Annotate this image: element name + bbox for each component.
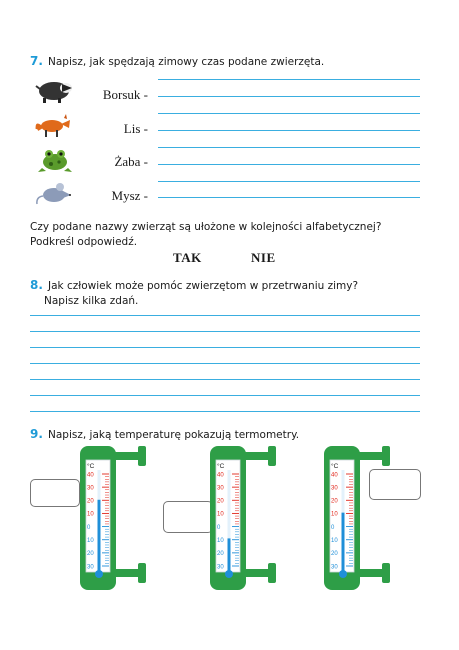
mercury-column (98, 500, 101, 572)
scale-label: 30 (331, 485, 338, 492)
scale-label: 10 (87, 511, 94, 518)
scale-label: 20 (331, 498, 338, 505)
animal-label: Borsuk - (102, 87, 148, 102)
scale-label: 10 (217, 538, 224, 545)
scale-label: 30 (217, 485, 224, 492)
animal-label: Żaba - (114, 154, 148, 169)
scale-label: 30 (331, 564, 338, 571)
task-instruction: Jak człowiek może pomóc zwierzętom w przetrwaniu zimy? (48, 280, 359, 292)
thermometer-bracket (138, 446, 146, 466)
thermometer-bracket (138, 563, 146, 583)
writing-line[interactable] (158, 79, 420, 80)
writing-line[interactable] (158, 147, 420, 148)
scale-label: 30 (87, 564, 94, 571)
writing-line[interactable] (30, 411, 420, 412)
scale-label: 30 (87, 485, 94, 492)
unit-label: °C (217, 463, 225, 470)
thermometer-bulb (95, 570, 103, 578)
animal-label: Mysz - (111, 188, 148, 203)
thermometer-1 (74, 442, 154, 592)
writing-line[interactable] (30, 347, 420, 348)
thermometer-bulb (339, 570, 347, 578)
scale-label: 0 (217, 524, 221, 531)
scale-label: 40 (331, 472, 338, 479)
unit-label: °C (331, 463, 339, 470)
writing-line[interactable] (30, 395, 420, 396)
thermometer-bracket (382, 446, 390, 466)
task-number: 9. (30, 427, 43, 441)
question-text: Czy podane nazwy zwierząt są ułożone w kolejności alfabetycznej? (30, 221, 382, 233)
task-number: 8. (30, 278, 43, 292)
writing-line[interactable] (30, 379, 420, 380)
writing-line[interactable] (158, 96, 420, 97)
scale-label: 10 (87, 538, 94, 545)
scale-label: 10 (217, 511, 224, 518)
scale-label: 20 (87, 498, 94, 505)
thermometer-bracket (268, 563, 276, 583)
answer-yes[interactable]: TAK (173, 250, 202, 265)
scale-label: 30 (217, 564, 224, 571)
task-7-header (30, 50, 324, 69)
answer-no[interactable]: NIE (251, 250, 276, 265)
answer-box-thermometer-1[interactable] (30, 479, 80, 507)
writing-line[interactable] (30, 315, 420, 316)
scale-label: 40 (217, 472, 224, 479)
thermometer-3 (318, 442, 398, 592)
task-instruction-2: Napisz kilka zdań. (44, 295, 139, 307)
scale-label: 20 (331, 551, 338, 558)
writing-line[interactable] (30, 331, 420, 332)
scale-label: 40 (87, 472, 94, 479)
scale-label: 0 (331, 524, 335, 531)
mercury-column (228, 538, 231, 572)
unit-label: °C (87, 463, 95, 470)
writing-line[interactable] (158, 130, 420, 131)
scale-label: 20 (217, 551, 224, 558)
thermometer-2 (204, 442, 284, 592)
scale-label: 20 (217, 498, 224, 505)
thermometer-bulb (225, 570, 233, 578)
scale-label: 10 (331, 511, 338, 518)
task-instruction: Napisz, jak spędzają zimowy czas podane zwierzęta. (48, 56, 325, 68)
scale-label: 0 (87, 524, 91, 531)
scale-label: 20 (87, 551, 94, 558)
writing-line[interactable] (158, 113, 420, 114)
task-8-header (30, 276, 358, 309)
question-hint: Podkreśl odpowiedź. (30, 236, 138, 248)
writing-line[interactable] (158, 181, 420, 182)
animal-label: Lis - (123, 121, 148, 136)
task-instruction: Napisz, jaką temperaturę pokazują termometry. (48, 429, 300, 441)
thermometer-bracket (268, 446, 276, 466)
writing-line[interactable] (158, 164, 420, 165)
scale-label: 10 (331, 538, 338, 545)
thermometer-bracket (382, 563, 390, 583)
task-number: 7. (30, 54, 43, 68)
mercury-column (342, 513, 345, 572)
alphabetical-question (30, 220, 381, 250)
writing-line[interactable] (158, 197, 420, 198)
writing-line[interactable] (30, 363, 420, 364)
task-9-header (30, 423, 299, 442)
